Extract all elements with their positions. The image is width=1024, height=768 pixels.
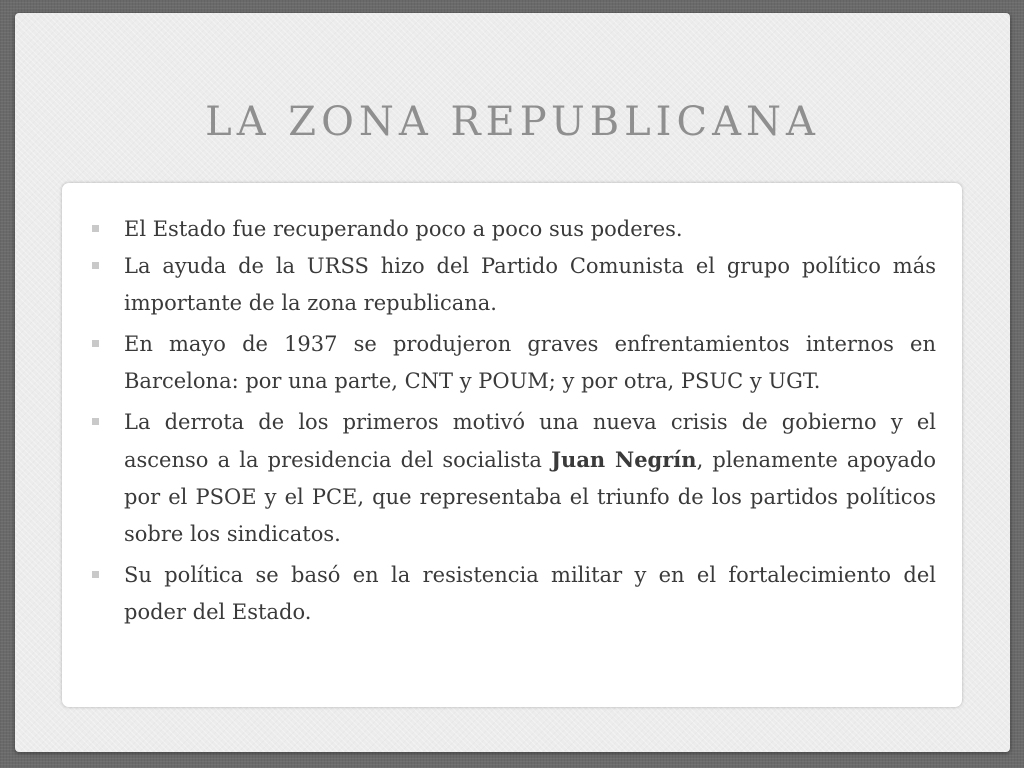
bullet-list (62, 183, 962, 631)
bullet-item (124, 248, 936, 322)
bullet-text: En mayo de 1937 se produjeron graves enfrentamientos internos en Barcelona: por una parte, CNT y POUM; y por otra, PSUC y UGT. (124, 332, 936, 393)
bullet-text-after: , plenamente apoyado por el PSOE y el PCE, que representaba el triunfo de los partidos políticos sobre los sindicatos. (124, 448, 936, 546)
bullet-text: La ayuda de la URSS hizo del Partido Comunista el grupo político más importante de la zona republicana. (124, 254, 936, 315)
bullet-item (124, 211, 936, 248)
bullet-item (124, 404, 936, 553)
bullet-text: Su política se basó en la resistencia militar y en el fortalecimiento del poder del Estado. (124, 563, 936, 624)
content-panel (62, 183, 962, 707)
bullet-text: El Estado fue recuperando poco a poco sus poderes. (124, 217, 683, 241)
bullet-square-icon (92, 340, 99, 347)
bullet-square-icon (92, 225, 99, 232)
bullet-item (124, 557, 936, 631)
bullet-square-icon (92, 418, 99, 425)
bullet-square-icon (92, 262, 99, 269)
bullet-square-icon (92, 571, 99, 578)
slide (15, 13, 1010, 752)
bullet-text-before: La derrota de los primeros motivó una nueva crisis de gobierno y el ascenso a la presidencia del socialista (124, 410, 936, 472)
bullet-item (124, 326, 936, 400)
slide-title: LA ZONA REPUBLICANA (205, 99, 820, 145)
highlighted-name: Juan Negrín (551, 447, 697, 472)
